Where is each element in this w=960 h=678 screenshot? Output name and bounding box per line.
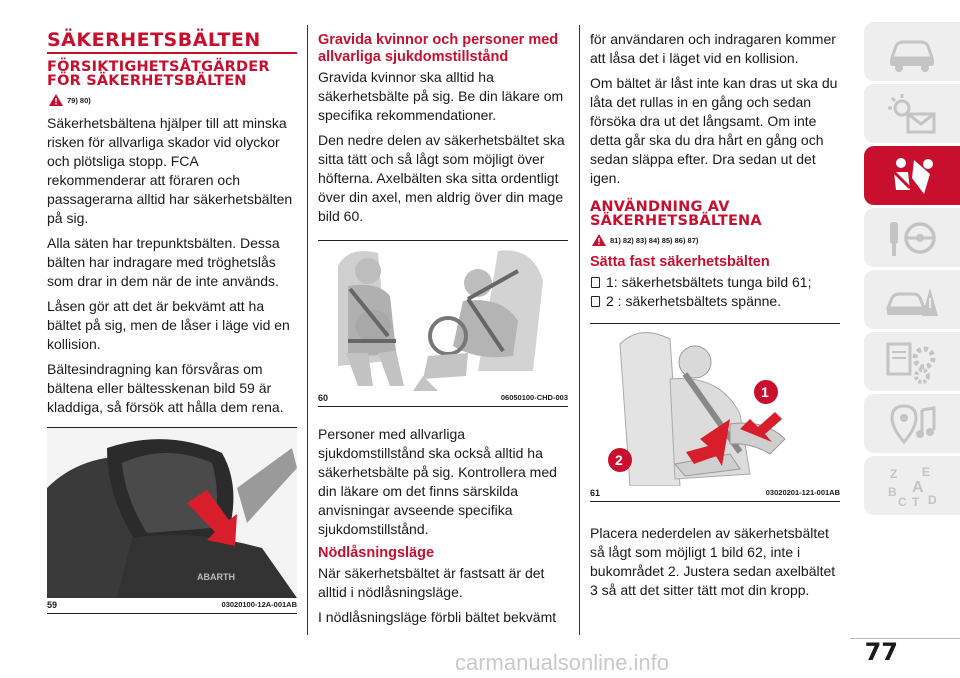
paragraph: I nödlåsningsläge förbli bältet bekvämt [318, 609, 557, 625]
key-steering-icon [884, 216, 940, 260]
watermark: carmanualsonline.info [455, 650, 670, 675]
page-number: 77 [864, 638, 898, 666]
paragraph: Låsen gör att det är bekvämt att ha bältet på sig, men de låser i läge vid en kollision. [47, 298, 290, 352]
warning-lights-icon [884, 92, 940, 136]
index-letter: Z [890, 466, 898, 481]
figure-60 [318, 240, 568, 407]
column-2 [318, 22, 568, 633]
paragraph: Alla säten har trepunktsbälten. Dessa bälten har indragare med tröghetslås som drar in dem när de inte används. [47, 235, 280, 289]
page-title: SÄKERHETSBÄLTEN [47, 29, 261, 51]
paragraph: Placera nederdelen av säkerhetsbältet så lågt som möjligt 1 bild 62, inte i bukområdet 2. Justera sedan axelbältet 3 så att det sitter tätt mot din kropp. [590, 525, 836, 598]
index-letter: B [888, 484, 897, 499]
seatbelt-airbag-icon [884, 154, 940, 198]
tab-emergency[interactable] [864, 270, 960, 329]
tab-safety[interactable] [864, 146, 960, 205]
figure-number: 61 [590, 488, 601, 498]
warning-triangle-icon [592, 234, 606, 246]
index-letter: A [912, 478, 924, 496]
paragraph: När säkerhetsbältet är fastsatt är det alltid i nödlåsningsläge. [318, 565, 545, 600]
heading-fasten-belt: Sätta fast säkerhetsbälten [590, 254, 770, 270]
tab-maintenance[interactable] [864, 332, 960, 391]
index-icon [884, 464, 940, 508]
column-1 [47, 22, 297, 614]
tab-starting-driving[interactable] [864, 208, 960, 267]
tab-multimedia[interactable] [864, 394, 960, 453]
index-letter: T [912, 494, 920, 508]
column-divider [307, 25, 308, 635]
warning-refs [592, 234, 840, 246]
column-divider [579, 25, 580, 635]
paragraph: för användaren och indragaren kommer att låsa det i läget vid en kollision. [590, 31, 836, 66]
heading-pregnant: Gravida kvinnor och personer med allvarliga sjukdomstillstånd [318, 32, 559, 65]
index-letter: E [922, 464, 931, 479]
section-heading-precautions: FÖRSIKTIGHETSÅTGÄRDER FÖR SÄKERHETSBÄLTEN [47, 59, 270, 89]
refs-text: 81) 82) 83) 84) 85) 86) 87) [610, 235, 699, 245]
chapter-sidebar [864, 22, 960, 518]
bullet-icon [591, 277, 600, 288]
refs-text: 79) 80) [67, 95, 91, 105]
heading-emergency-lock: Nödlåsningsläge [318, 545, 435, 561]
figure-59 [47, 427, 297, 614]
section-heading-usage: ANVÄNDNING AV SÄKERHETSBÄLTENA [590, 199, 762, 229]
seat-badge-text: ABARTH [197, 572, 235, 582]
list-item-text: 1: säkerhetsbältets tunga bild 61; [606, 274, 812, 290]
tab-index[interactable] [864, 456, 960, 515]
figure-number: 59 [47, 600, 58, 610]
figure-code: 06050100-CHD-003 [500, 393, 568, 402]
figure-61 [590, 323, 840, 502]
figure-caption [318, 391, 568, 407]
figure-code: 03020100-12A-001AB [221, 600, 297, 609]
warning-triangle-icon [49, 94, 63, 106]
list-item [590, 292, 840, 311]
list-item [590, 273, 840, 292]
tab-car[interactable] [864, 22, 960, 81]
tab-warning-lights[interactable] [864, 84, 960, 143]
paragraph: Personer med allvarliga sjukdomstillstånd ska också alltid ha säkerhetsbälte på sig. Kontrollera med din läkare om det finns särskilda anvisningar avseende specifika sjukdomstillstånd. [318, 426, 557, 537]
bullet-icon [591, 296, 600, 307]
figure-number: 60 [318, 393, 329, 403]
callout-1: 1 [761, 384, 769, 400]
column-3 [590, 22, 840, 606]
fasten-seatbelt-illustration [590, 324, 840, 486]
maintenance-icon [884, 340, 940, 384]
title-rule [47, 52, 297, 54]
seat-headrest-illustration [47, 428, 297, 598]
paragraph: Säkerhetsbältena hjälper till att minska risken för allvarliga skador vid olyckor och plötsliga stopp. FCA rekommenderar att föraren och passagerarna alltid har säkerhetsbälten på sig. [47, 115, 293, 226]
multimedia-icon [884, 402, 940, 446]
paragraph: Den nedre delen av säkerhetsbältet ska sitta tätt och så lågt som möjligt över höfterna. Axelbälten ska sitta ordentligt över din axel, men aldrig över din mage bild 60. [318, 132, 565, 224]
pregnant-seatbelt-illustration [318, 241, 568, 391]
warning-refs [49, 94, 297, 106]
car-icon [884, 30, 940, 74]
paragraph: Om bältet är låst inte kan dras ut ska du låta det rullas in en gång och sedan försöka dra ut det långsamt. Om inte detta går ska du dra hårt en gång och sedan släppa efter. Dra sedan ut det igen. [590, 75, 838, 186]
index-letter: C [898, 494, 907, 508]
breakdown-icon [884, 278, 940, 322]
figure-caption [47, 598, 297, 614]
figure-code: 03020201-121-001AB [765, 488, 840, 497]
callout-2: 2 [615, 452, 623, 468]
figure-caption [590, 486, 840, 502]
paragraph: Gravida kvinnor ska alltid ha säkerhetsbälte på sig. Be din läkare om specifika rekommendationer. [318, 69, 564, 123]
list-item-text: 2 : säkerhetsbältets spänne. [606, 293, 782, 309]
paragraph: Bältesindragning kan försvåras om bältena eller bältesskenan bild 59 är kladdiga, så försök att hålla dem rena. [47, 361, 284, 415]
index-letter: D [928, 492, 937, 507]
